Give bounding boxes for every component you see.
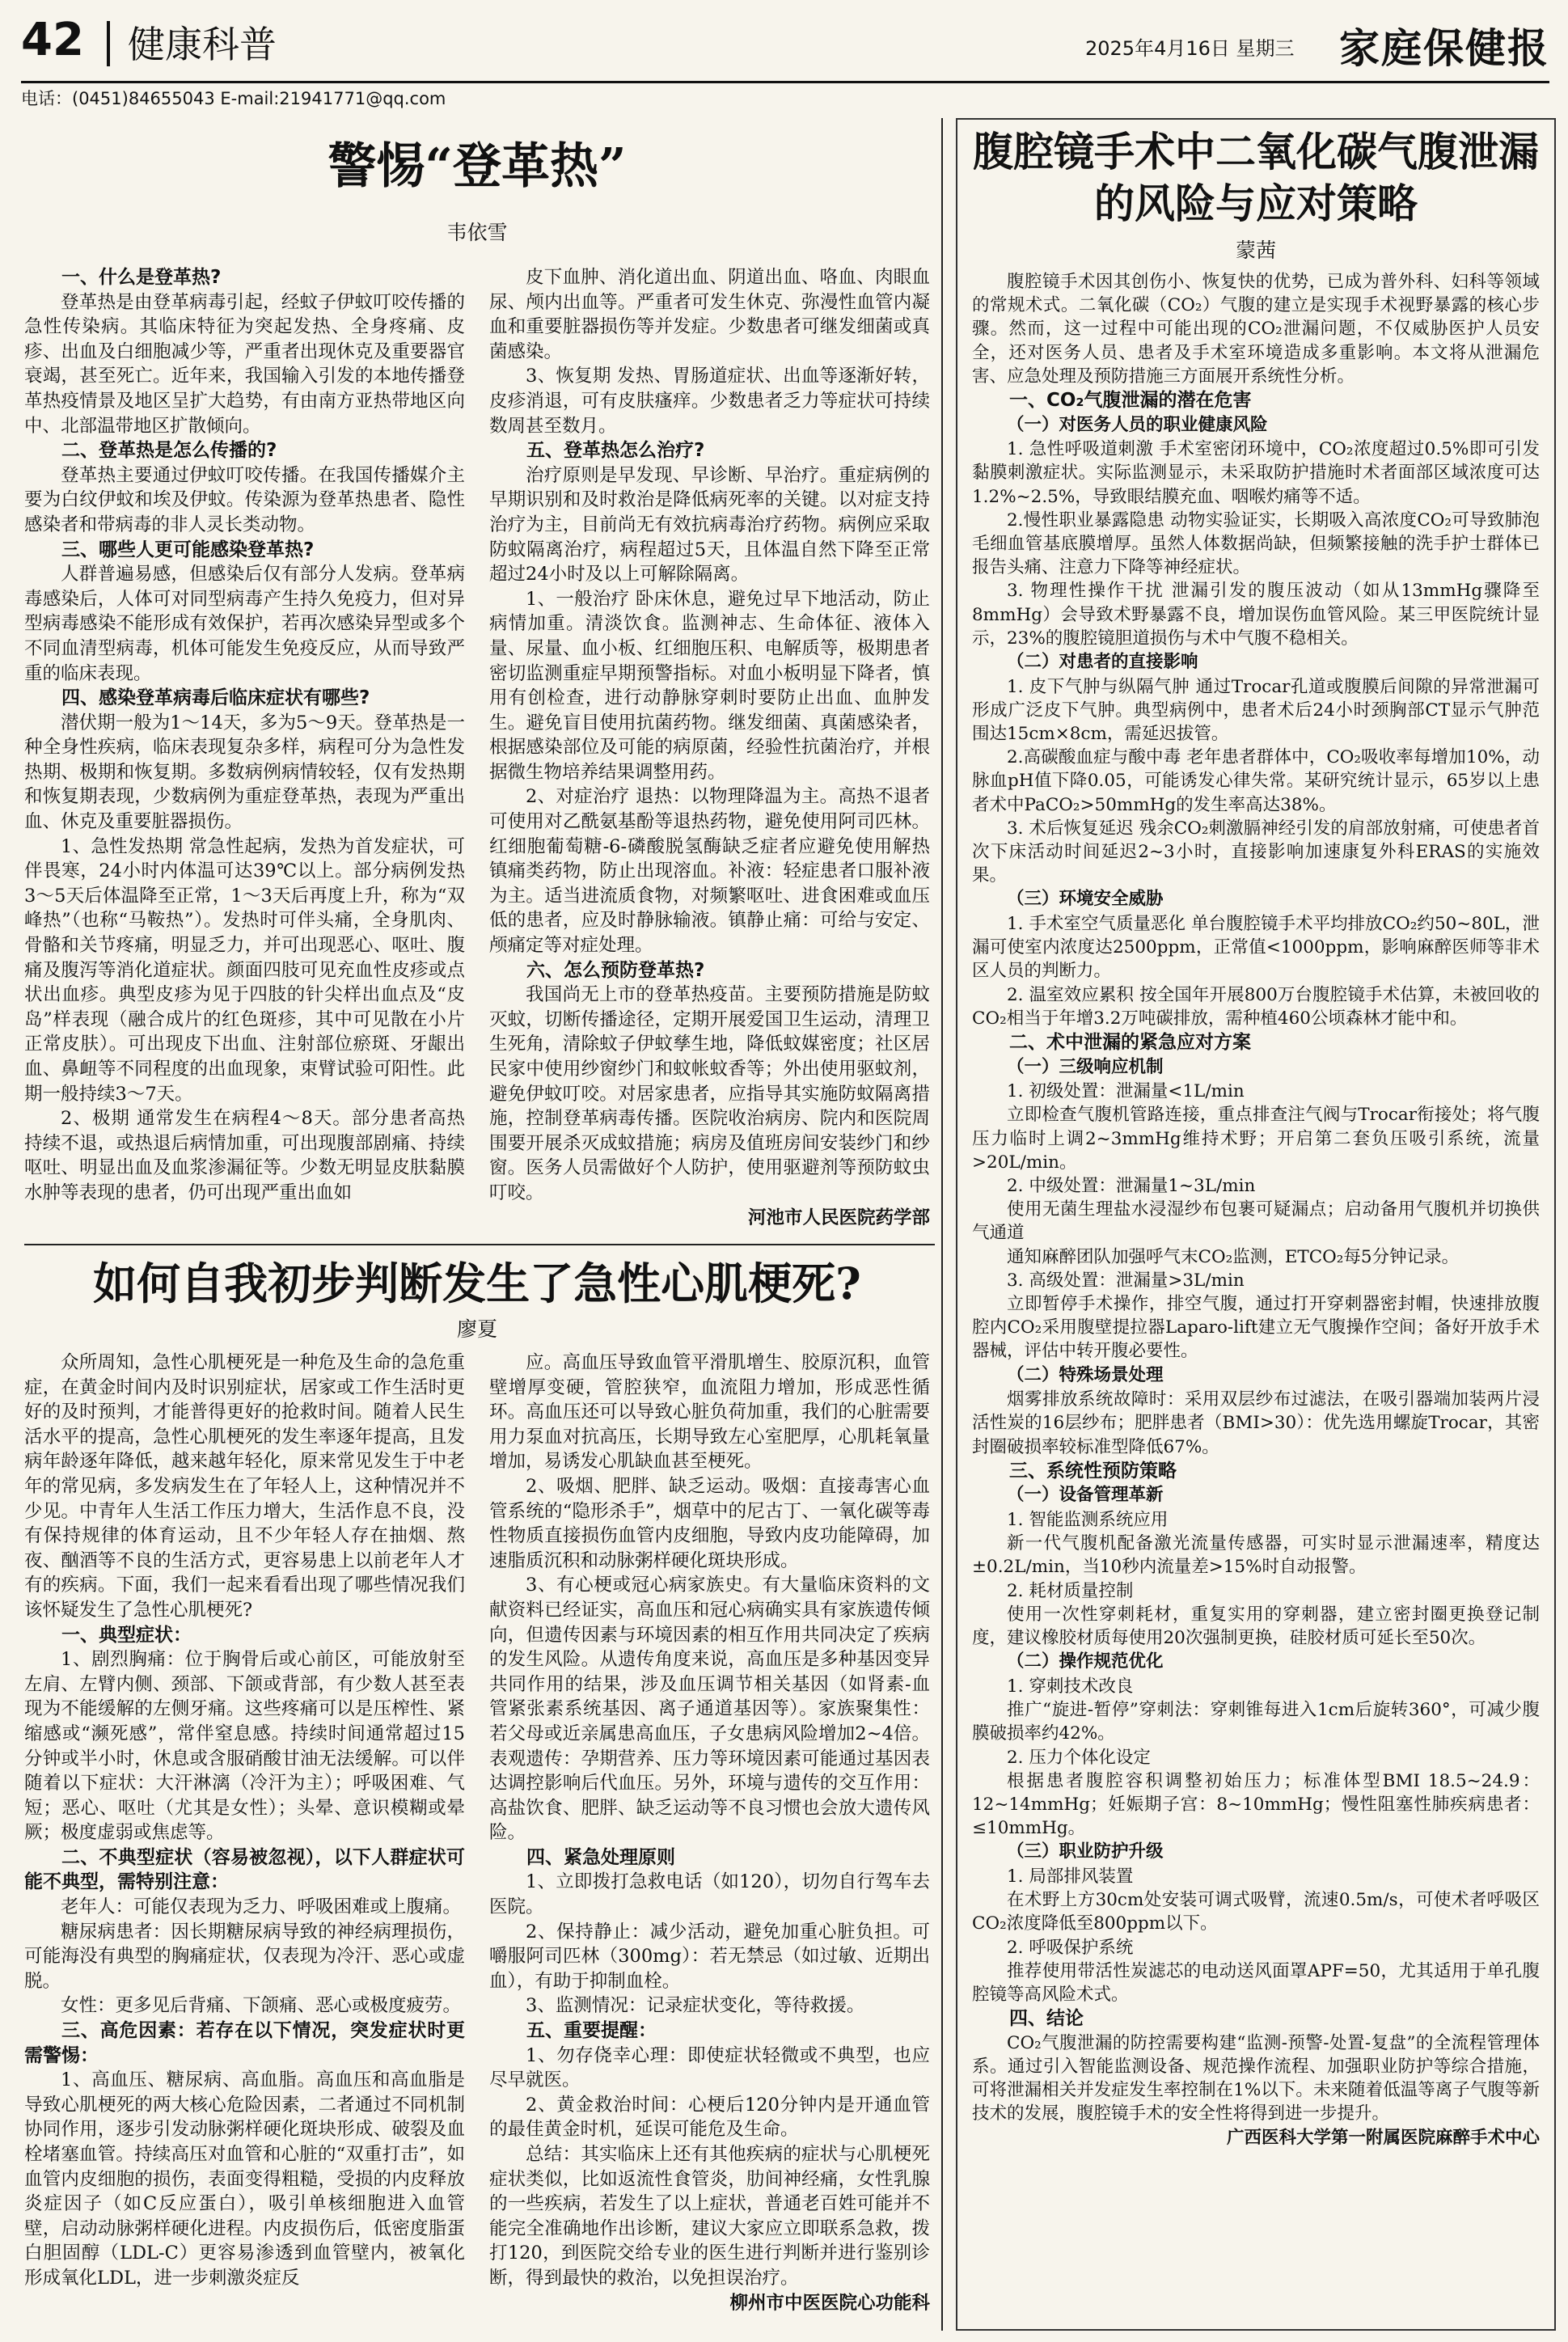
subheading: 二、登革热是怎么传播的? xyxy=(61,440,277,462)
paragraph: 1、勿存侥幸心理：即使症状轻微或不典型，也应尽早就医。 xyxy=(489,2044,930,2091)
subheading: 六、怎么预防登革热? xyxy=(526,959,705,981)
paragraph: 登革热主要通过伊蚊叮咬传播。在我国传播媒介主要为白纹伊蚊和埃及伊蚊。传染源为登革热患者、隐性感染者和带病毒的非人灵长类动物。 xyxy=(24,464,465,535)
article-2-column-2 xyxy=(489,1351,930,2329)
paragraph: 总结：其实临床上还有其他疾病的症状与心肌梗死症状类似，比如返流性食管炎，肋间神经痛，女性乳腺的一些疾病，若发生了以上症状，普通老百姓可能并不能完全准确地作出诊断，建议大家应立即联系急救，拨打120，到医院交给专业的医生进行判断并进行鉴别诊断，得到最快的救治，以免担误治疗。 xyxy=(489,2144,930,2289)
paragraph: 3、监测情况：记录症状变化，等待救援。 xyxy=(526,1995,865,2017)
subheading: 三、哪些人更可能感染登革热? xyxy=(61,539,315,560)
paragraph: 2、极期 通常发生在病程4～8天。部分患者高热持续不退，或热退后病情加重，可出现腹部剧痛、持续呕吐、明显出血及血浆渗漏征等。少数无明显皮肤黏膜水肿等表现的患者，仍可出现严重出血如 xyxy=(24,1108,465,1203)
subheading: 三、系统性预防策略 xyxy=(1009,1460,1177,1482)
column-rule xyxy=(941,118,943,2331)
paragraph: 1. 手术室空气质量恶化 单台腹腔镜手术平均排放CO₂约50~80L，泄漏可使室内浓度达2500ppm，正常值<1000ppm，影响麻醉医师等非术区人员的判断力。 xyxy=(972,914,1540,982)
paragraph: 皮下血肿、消化道出血、阴道出血、咯血、肉眼血尿、颅内出血等。严重者可发生休克、弥漫性血管内凝血和重要脏器损伤等并发症。少数患者可继发细菌或真菌感染。 xyxy=(489,267,930,362)
subheading: 三、高危因素：若存在以下情况，突发症状时更需警惕： xyxy=(24,2020,465,2066)
sub-subheading: （一）对医务人员的职业健康风险 xyxy=(1007,414,1268,435)
subheading: 五、登革热怎么治疗? xyxy=(526,440,705,462)
paragraph: 使用一次性穿刺耗材，重复实用的穿刺器，建立密封圈更换登记制度，建议橡胶材质每使用20次强制更换，硅胶材质可延长至50次。 xyxy=(972,1604,1540,1649)
paragraph: 推荐使用带活性炭滤芯的电动送风面罩APF=50，尤其适用于单孔腹腔镜等高风险术式。 xyxy=(972,1960,1540,2005)
paragraph: 1、一般治疗 卧床休息，避免过早下地活动，防止病情加重。清淡饮食。监测神志、生命体征、液体入量、尿量、血小板、红细胞压积、电解质等，极期患者密切监测重症早期预警指标。对血小板明显下降者，慎用有创检查，进行动静脉穿刺时要防止出血、血肿发生。避免盲目使用抗菌药物。继发细菌、真菌感染者，根据感染部位及可能的病原菌，经验性抗菌治疗，并根据微生物培养结果调整用药。 xyxy=(489,588,930,783)
article-3-author: 蒙茜 xyxy=(1235,239,1276,262)
paragraph: 立即检查气腹机管路连接，重点排查注气阀与Trocar衔接处；将气腹压力临时上调2~3mmHg维持术野；开启第二套负压吸引系统，流量>20L/min。 xyxy=(972,1105,1540,1173)
paragraph: 3、有心梗或冠心病家族史。有大量临床资料的文献资料已经证实，高血压和冠心病确实具有家族遗传倾向，但遗传因素与环境因素的相互作用共同决定了疾病的发生风险。从遗传角度来说，高血压是多种基因变异共同作用的结果，涉及血压调节相关基因（如肾素-血管紧张素系统基因、离子通道基因等）。家族聚集性：若父母或近亲属患高血压，子女患病风险增加2~4倍。表观遗传：孕期营养、压力等环境因素可能通过基因表达调控影响后代血压。另外，环境与遗传的交互作用：高盐饮食、肥胖、缺乏运动等不良习惯也会放大遗传风险。 xyxy=(489,1575,930,1844)
article-1-title: 警惕“登革热” xyxy=(328,138,627,195)
sub-subheading: （一）设备管理革新 xyxy=(1007,1485,1164,1506)
article-1-column-1 xyxy=(24,265,465,1236)
subheading: 一、什么是登革热? xyxy=(61,267,222,288)
paragraph: 1. 穿刺技术改良 xyxy=(1007,1676,1134,1697)
sub-subheading: （三）环境安全威胁 xyxy=(1007,889,1164,910)
paragraph: 推广“旋进-暂停”穿刺法：穿刺锥每进入1cm后旋转360°，可减少腹膜破损率约42%。 xyxy=(972,1700,1540,1744)
paragraph: 根据患者腹腔容积调整初始压力；标准体型BMI 18.5~24.9：12~14mmHg；妊娠期子宫：8~10mmHg；慢性阻塞性肺疾病患者：≤10mmHg。 xyxy=(972,1770,1540,1839)
paragraph: 烟雾排放系统故障时：采用双层纱布过滤法，在吸引器端加装两片浸活性炭的16层纱布；肥胖患者（BMI>30）：优先选用螺旋Trocar，其密封圈破损率较标准型降低67%。 xyxy=(972,1389,1540,1457)
paragraph: 1. 局部排风装置 xyxy=(1007,1866,1134,1887)
paragraph: 使用无菌生理盐水浸湿纱布包裹可疑漏点；启动备用气腹机并切换供气通道 xyxy=(972,1199,1540,1244)
subheading: 一、CO₂气腹泄漏的潜在危害 xyxy=(1009,390,1252,412)
paragraph: 1、剧烈胸痛：位于胸骨后或心前区，可能放射至左肩、左臂内侧、颈部、下颌或背部，有少数人甚至表现为不能缓解的左侧牙痛。这些疼痛可以是压榨性、紧缩感或“濒死感”，常伴窒息感。持续时间通常超过15分钟或半小时，休息或含服硝酸甘油无法缓解。可以伴随着以下症状：大汗淋漓（冷汗为主）；呼吸困难、气短；恶心、呕吐（尤其是女性）；头晕、意识模糊或晕厥；极度虚弱或焦虑等。 xyxy=(24,1649,465,1844)
article-2-body xyxy=(24,1351,930,2329)
issue-date: 2025年4月16日 星期三 xyxy=(1085,37,1295,60)
paragraph: 人群普遍易感，但感染后仅有部分人发病。登革病毒感染后，人体可对同型病毒产生持久免疫力，但对异型病毒感染不能形成有效保护，若再次感染异型或多个不同血清型病毒，机体可能发生免疫反应，从而导致严重的临床表现。 xyxy=(24,564,465,684)
paragraph: 登革热是由登革病毒引起，经蚊子伊蚊叮咬传播的急性传染病。其临床特征为突起发热、全身疼痛、皮疹、出血及白细胞减少等，严重者出现休克及重要器官衰竭，甚至死亡。近年来，我国输入引发的本地传播登革热疫情景及地区呈扩大趋势，有由南方亚热带地区向中、北部温带地区扩散倾向。 xyxy=(24,291,465,437)
paragraph: 在术野上方30cm处安装可调式吸臂，流速0.5m/s，可使术者呼吸区CO₂浓度降低至800ppm以下。 xyxy=(972,1890,1540,1934)
article-2-title: 如何自我初步判断发生了急性心肌梗死? xyxy=(93,1258,861,1309)
paragraph: 2、对症治疗 退热：以物理降温为主。高热不退者可使用对乙酰氨基酚等退热药物，避免使用阿司匹林。红细胞葡萄糖-6-磷酸脱氢酶缺乏症者应避免使用解热镇痛类药物，防止出现溶血。补液：轻症患者口服补液为主。适当进流质食物，对频繁呕吐、进食困难或血压低的患者，应及时静脉输液。镇静止痛：可给与安定、颅痛定等对症处理。 xyxy=(489,786,930,957)
subheading: 二、不典型症状（容易被忽视），以下人群症状可能不典型，需特别注意： xyxy=(24,1846,465,1893)
article-1-body xyxy=(24,265,930,1236)
paragraph: 2. 耗材质量控制 xyxy=(1007,1580,1134,1601)
article-3-column xyxy=(972,270,1540,2321)
sub-subheading: （二）特殊场景处理 xyxy=(1007,1364,1164,1385)
paragraph: 老年人：可能仅表现为乏力、呼吸困难或上腹痛。 xyxy=(61,1896,462,1918)
sub-subheading: （二）对患者的直接影响 xyxy=(1007,652,1198,673)
paragraph: CO₂气腹泄漏的防控需要构建“监测-预警-处置-复盘”的全流程管理体系。通过引入智能监测设备、规范操作流程、加强职业防护等综合措施，可将泄漏相关并发症发生率控制在1%以下。未来随着低温等离子气腹等新技术的发展，腹腔镜手术的安全性将得到进一步提升。 xyxy=(972,2032,1540,2124)
paragraph: 1、高血压、糖尿病、高血脂。高血压和高血脂是导致心肌梗死的两大核心危险因素，二者通过不同机制协同作用，逐步引发动脉粥样硬化斑块形成、破裂及血栓堵塞血管。持续高压对血管和心脏的“双重打击”，如血管内皮细胞的损伤，表面变得粗糙，受损的内皮释放炎症因子（如C反应蛋白），吸引单核细胞进入血管壁，启动动脉粥样硬化进程。内皮损伤后，低密度脂蛋白胆固醇（LDL-C）更容易渗透到血管壁内，被氧化形成氧化LDL，进一步刺激炎症反 xyxy=(24,2069,465,2289)
paragraph: 通知麻醉团队加强呼气末CO₂监测，ETCO₂每5分钟记录。 xyxy=(1007,1246,1460,1267)
page-header xyxy=(21,15,1549,83)
paragraph: 2.慢性职业暴露隐患 动物实验证实，长期吸入高浓度CO₂可导致肺泡毛细血管基底膜增厚。虽然人体数据尚缺，但频繁接触的洗手护士群体已报告头痛、注意力下降等神经症状。 xyxy=(972,509,1540,578)
newspaper-name: 家庭保健报 xyxy=(1339,24,1549,72)
paragraph: 2. 温室效应累积 按全国年开展800万台腹腔镜手术估算，未被回收的CO₂相当于年增3.2万吨碳排放，需种植460公顷森林才能中和。 xyxy=(972,984,1540,1029)
paragraph: 3、恢复期 发热、胃肠道症状、出血等逐渐好转，皮疹消退，可有皮肤瘙痒。少数患者乏力等症状可持续数周甚至数月。 xyxy=(489,366,930,437)
paragraph: 3. 术后恢复延迟 残余CO₂刺激膈神经引发的肩部放射痛，可使患者首次下床活动时间延迟2~3小时，直接影响加速康复外科ERAS的实施效果。 xyxy=(972,818,1540,886)
article-1-author: 韦依雪 xyxy=(446,221,508,244)
subheading: 四、结论 xyxy=(1009,2008,1084,2030)
subheading: 四、感染登革病毒后临床症状有哪些? xyxy=(61,687,370,709)
article-1-column-2 xyxy=(489,265,930,1236)
article-2-author: 廖夏 xyxy=(456,1317,497,1341)
paragraph: 2. 压力个体化设定 xyxy=(1007,1747,1151,1768)
subheading: 四、紧急处理原则 xyxy=(526,1846,675,1868)
paragraph: 2、黄金救治时间：心梗后120分钟内是开通血管的最佳黄金时机，延误可能危及生命。 xyxy=(489,2094,930,2141)
article-2-column-1 xyxy=(24,1351,465,2329)
subheading: 二、术中泄漏的紧急应对方案 xyxy=(1009,1032,1251,1054)
paragraph: 2.高碳酸血症与酸中毒 老年患者群体中，CO₂吸收率每增加10%，动脉血pH值下降0.05，可能诱发心律失常。某研究统计显示，65岁以上患者术中PaCO₂>50mmHg的发生率高达38%。 xyxy=(972,747,1540,815)
subheading: 一、典型症状： xyxy=(61,1624,192,1646)
header-divider xyxy=(107,21,110,66)
sub-subheading: （三）职业防护升级 xyxy=(1007,1841,1164,1862)
paragraph: 1. 急性呼吸道刺激 手术室密闭环境中，CO₂浓度超过0.5%即可引发黏膜刺激症状。实际监测显示，未采取防护措施时术者面部区域浓度可达1.2%~2.5%，导致眼结膜充血、咽喉灼痛等不适。 xyxy=(972,439,1540,507)
paragraph: 我国尚无上市的登革热疫苗。主要预防措施是防蚊灭蚊，切断传播途径，定期开展爱国卫生运动，清理卫生死角，清除蚊子伊蚊孳生地，降低蚊媒密度；社区居民家中使用纱窗纱门和蚊帐蚊香等；外出使用驱蚊剂，避免伊蚊叮咬。对居家患者，应指导其实施防蚊隔离措施，控制登革病毒传播。医院收治病房、院内和医院周围要开展杀灭成蚊措施；病房及值班房间安装纱门和纱窗。医务人员需做好个人防护，使用驱避剂等预防蚊虫叮咬。 xyxy=(489,984,930,1203)
article-signature: 柳州市中医医院心功能科 xyxy=(729,2292,930,2314)
paragraph: 1、立即拨打急救电话（如120），切勿自行驾车去医院。 xyxy=(489,1871,930,1918)
article-separator xyxy=(24,1244,935,1245)
paragraph: 应。高血压导致血管平滑肌增生、胶原沉积，血管壁增厚变硬，管腔狭窄，血流阻力增加，形成恶性循环。高血压还可以导致心脏负荷加重，我们的心脏需要用力泵血对抗高压，长期导致左心室肥厚，心肌耗氧量增加，易诱发心肌缺血甚至梗死。 xyxy=(489,1352,930,1473)
paragraph: 潜伏期一般为1～14天，多为5～9天。登革热是一种全身性疾病，临床表现复杂多样，病程可分为急性发热期、极期和恢复期。多数病例病情较轻，仅有发热期和恢复期表现，少数病例为重症登革热，表现为严重出血、休克及重要脏器损伤。 xyxy=(24,712,465,833)
contact-line: 电话：(0451)84655043 E-mail:21941771@qq.com xyxy=(21,89,446,108)
article-signature: 广西医科大学第一附属医院麻醉手术中心 xyxy=(1226,2127,1540,2148)
paragraph: 立即暂停手术操作，排空气腹，通过打开穿刺器密封帽，快速排放腹腔内CO₂采用腹壁提拉器Laparo-lift建立无气腹操作空间；备好开放手术器械，评估中转开腹必要性。 xyxy=(972,1294,1540,1362)
paragraph: 2. 呼吸保护系统 xyxy=(1007,1937,1134,1958)
paragraph: 3. 高级处置：泄漏量>3L/min xyxy=(1007,1270,1245,1291)
paragraph: 女性：更多见后背痛、下颌痛、恶心或极度疲劳。 xyxy=(61,1995,462,2017)
paragraph: 腹腔镜手术因其创伤小、恢复快的优势，已成为普外科、妇科等领域的常规术式。二氧化碳（CO₂）气腹的建立是实现手术视野暴露的核心步骤。然而，这一过程中可能出现的CO₂泄漏问题，不仅威胁医护人员安全，还对医务人员、患者及手术室环境造成多重影响。本文将从泄漏危害、应急处理及预防措施三方面展开系统性分析。 xyxy=(972,272,1540,387)
paragraph: 2. 中级处置：泄漏量1~3L/min xyxy=(1007,1176,1256,1197)
paragraph: 3. 物理性操作干扰 泄漏引发的腹压波动（如从13mmHg骤降至8mmHg）会导致术野暴露不良，增加误伤血管风险。某三甲医院统计显示，23%的腹腔镜胆道损伤与术中气腹不稳相关。 xyxy=(972,581,1540,649)
paragraph: 治疗原则是早发现、早诊断、早治疗。重症病例的早期识别和及时救治是降低病死率的关键。以对症支持治疗为主，目前尚无有效抗病毒治疗药物。病例应采取防蚊隔离治疗，病程超过5天，且体温自然下降至正常超过24小时及以上可解除隔离。 xyxy=(489,464,930,586)
paragraph: 2、吸烟、肥胖、缺乏运动。吸烟：直接毒害心血管系统的“隐形杀手”，烟草中的尼古丁、一氧化碳等毒性物质直接损伤血管内皮细胞，导致内皮功能障碍，加速脂质沉积和动脉粥样硬化斑块形成。 xyxy=(489,1475,930,1571)
sub-subheading: （二）操作规范优化 xyxy=(1007,1651,1164,1672)
article-3-body xyxy=(972,270,1540,2321)
subheading: 五、重要提醒： xyxy=(526,2020,657,2042)
paragraph: 1、急性发热期 常急性起病，发热为首发症状，可伴畏寒，24小时内体温可达39℃以上。部分病例发热3～5天后体温降至正常，1～3天后再度上升，称为“双峰热”（也称“马鞍热”）。发热时可伴头痛，全身肌肉、骨骼和关节疼痛，明显乏力，并可出现恶心、呕吐、腹痛及腹泻等消化道症状。颜面四肢可见充血性皮疹或点状出血疹。典型皮疹为见于四肢的针尖样出血点及“皮岛”样表现（融合成片的红色斑疹，其中可见散在小片正常皮肤）。可出现皮下出血、注射部位瘀斑、牙龈出血、鼻衄等不同程度的出血现象，束臂试验可阳性。此期一般持续3～7天。 xyxy=(24,835,465,1105)
paragraph: 众所周知，急性心肌梗死是一种危及生命的急危重症，在黄金时间内及时识别症状，居家或工作生活时更好的及时预判，才能普得更好的抢救时间。随着人民生活水平的提高，急性心肌梗死的发生率逐年提高，且发病年龄逐年降低，越来越年轻化，原来常见发生于中老年的常见病，多发病发生在了年轻人上，这种情况并不少见。中青年人生活工作压力增大，生活作息不良，没有保持规律的体育运动，且不少年轻人存在抽烟、熬夜、酗酒等不良的生活方式，更容易患上以前老年人才有的疾病。下面，我们一起来看看出现了哪些情况我们该怀疑发生了急性心肌梗死? xyxy=(24,1352,465,1621)
sub-subheading: （一）三级响应机制 xyxy=(1007,1056,1164,1077)
section-title: 健康科普 xyxy=(128,23,277,66)
paragraph: 1. 初级处置：泄漏量<1L/min xyxy=(1007,1081,1245,1102)
article-signature: 河池市人民医院药学部 xyxy=(747,1207,930,1228)
page-number: 42 xyxy=(21,14,84,66)
paragraph: 糖尿病患者：因长期糖尿病导致的神经病理损伤，可能海没有典型的胸痛症状，仅表现为冷汗、恶心或虚脱。 xyxy=(24,1921,465,1992)
paragraph: 1. 智能监测系统应用 xyxy=(1007,1510,1169,1531)
paragraph: 2、保持静止：减少活动，避免加重心脏负担。可嚼服阿司匹林（300mg）：若无禁忌（如过敏、近期出血），有助于抑制血栓。 xyxy=(489,1921,930,1992)
paragraph: 1. 皮下气肿与纵隔气肿 通过Trocar孔道或腹膜后间隙的异常泄漏可形成广泛皮下气肿。典型病例中，患者术后24小时颈胸部CT显示气肿范围达15cm×8cm，需延迟拔管。 xyxy=(972,676,1540,745)
paragraph: 新一代气腹机配备激光流量传感器，可实时显示泄漏速率，精度达±0.2L/min，当10秒内流量差>15%时自动报警。 xyxy=(972,1533,1540,1578)
article-3-title: 腹腔镜手术中二氧化碳气腹泄漏的风险与应对策略 xyxy=(973,128,1539,227)
